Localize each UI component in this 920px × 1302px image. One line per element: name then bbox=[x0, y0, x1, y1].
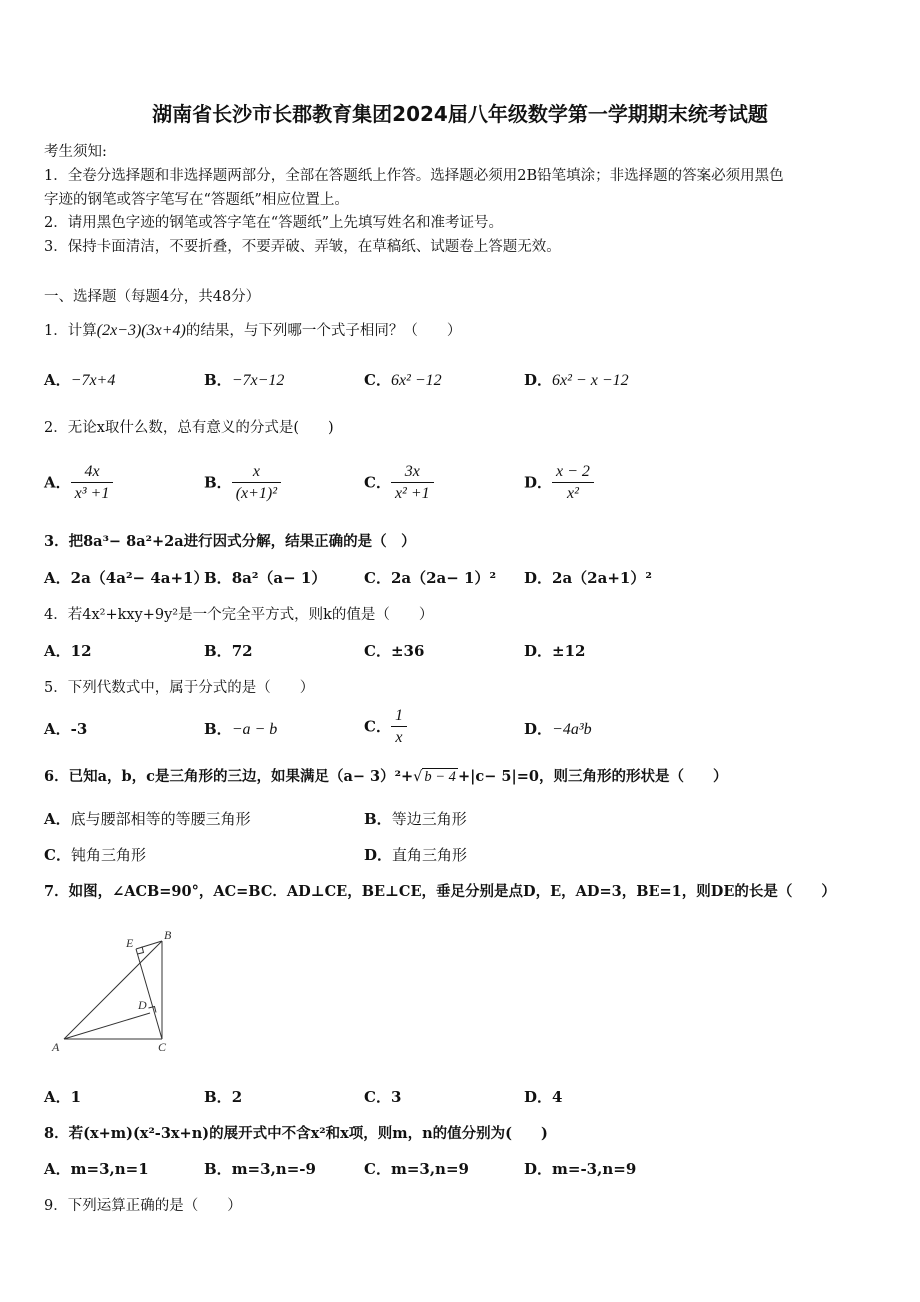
numerator: 3x bbox=[391, 462, 434, 483]
option-text: m=-3,n=9 bbox=[552, 1160, 637, 1178]
q5-option-b[interactable] bbox=[204, 718, 277, 739]
option-label: A． bbox=[44, 1088, 71, 1106]
q3-option-d[interactable] bbox=[524, 567, 652, 588]
segment-ce bbox=[136, 949, 162, 1039]
option-label: B． bbox=[204, 720, 232, 738]
q6-option-c[interactable] bbox=[44, 844, 146, 865]
option-label: D． bbox=[524, 371, 553, 389]
q7-option-a[interactable] bbox=[44, 1086, 81, 1107]
option-text: 12 bbox=[70, 642, 92, 660]
option-label: B． bbox=[204, 1088, 232, 1106]
q2-option-a[interactable] bbox=[44, 462, 113, 505]
option-label: D． bbox=[524, 569, 553, 587]
fraction bbox=[391, 706, 407, 749]
question-6-stem bbox=[44, 765, 728, 786]
denominator: x bbox=[395, 729, 403, 746]
q2-option-b[interactable] bbox=[204, 462, 281, 505]
option-label: C． bbox=[364, 473, 391, 492]
option-label: B． bbox=[204, 642, 232, 660]
q4-option-d[interactable] bbox=[524, 640, 585, 661]
option-label: D． bbox=[524, 1088, 553, 1106]
option-text: 2a（2a+1）² bbox=[552, 569, 652, 587]
option-label: A． bbox=[44, 569, 71, 587]
notice-line: 字迹的钢笔或答字笔写在“答题纸”相应位置上。 bbox=[44, 192, 349, 208]
q6-option-d[interactable] bbox=[364, 844, 467, 865]
option-text: 8a²（a− 1） bbox=[231, 569, 327, 587]
option-text: 72 bbox=[231, 642, 253, 660]
option-text: 直角三角形 bbox=[392, 846, 468, 864]
option-text: m=3,n=1 bbox=[70, 1160, 149, 1178]
option-text: 1 bbox=[70, 1088, 82, 1106]
option-text: 6x² − x −12 bbox=[552, 372, 629, 389]
numerator: x bbox=[232, 462, 281, 483]
q1-option-b[interactable] bbox=[204, 369, 284, 390]
numerator: 4x bbox=[71, 462, 114, 483]
option-text: 2a（4a²− 4a+1） bbox=[70, 569, 209, 587]
option-label: A． bbox=[44, 371, 71, 389]
option-label: A． bbox=[44, 1160, 71, 1178]
section-heading: 一、选择题（每题4分，共48分） bbox=[44, 289, 261, 305]
q6-post: +|c− 5|=0，则三角形的形状是（ ） bbox=[457, 768, 728, 785]
fraction bbox=[71, 462, 114, 505]
option-label: D． bbox=[364, 846, 393, 864]
option-text: −7x+4 bbox=[70, 372, 116, 389]
q2-option-c[interactable] bbox=[364, 462, 434, 505]
q6-sqrt: b − 4 bbox=[424, 769, 456, 785]
option-text: −7x−12 bbox=[231, 372, 285, 389]
option-label: C． bbox=[364, 569, 391, 587]
notice-line: 2．请用黑色字迹的钢笔或答字笔在“答题纸”上先填写姓名和准考证号。 bbox=[44, 215, 504, 231]
q7-option-b[interactable] bbox=[204, 1086, 242, 1107]
option-text: m=3,n=9 bbox=[390, 1160, 469, 1178]
label-b: B bbox=[164, 928, 172, 942]
option-label: C． bbox=[364, 371, 391, 389]
option-label: B． bbox=[204, 473, 232, 492]
question-4-stem: 4．若4x²+kxy+9y²是一个完全平方式，则k的值是（ ） bbox=[44, 607, 434, 623]
q1-pre: 1．计算 bbox=[44, 323, 97, 339]
option-label: C． bbox=[364, 642, 391, 660]
q1-option-c[interactable] bbox=[364, 369, 442, 390]
option-label: C． bbox=[44, 846, 71, 864]
option-label: D． bbox=[524, 642, 553, 660]
q5-option-a[interactable] bbox=[44, 718, 87, 739]
option-text: 3 bbox=[390, 1088, 402, 1106]
question-3-stem: 3．把8a³− 8a²+2a进行因式分解，结果正确的是（ ） bbox=[44, 533, 416, 550]
option-label: C． bbox=[364, 1088, 391, 1106]
q7-option-c[interactable] bbox=[364, 1086, 401, 1107]
fraction bbox=[552, 462, 594, 505]
question-9-stem: 9．下列运算正确的是（ ） bbox=[44, 1198, 242, 1214]
q3-option-b[interactable] bbox=[204, 567, 326, 588]
q4-option-b[interactable] bbox=[204, 640, 253, 661]
notice-line: 3．保持卡面清洁，不要折叠，不要弄破、弄皱，在草稿纸、试题卷上答题无效。 bbox=[44, 239, 561, 255]
option-label: A． bbox=[44, 473, 71, 492]
label-a: A bbox=[52, 1040, 60, 1054]
question-5-stem: 5．下列代数式中，属于分式的是（ ） bbox=[44, 680, 315, 696]
q1-option-d[interactable] bbox=[524, 369, 629, 390]
q4-option-c[interactable] bbox=[364, 640, 424, 661]
q5-option-c[interactable] bbox=[364, 706, 407, 749]
option-text: 2 bbox=[231, 1088, 243, 1106]
option-text: m=3,n=-9 bbox=[231, 1160, 316, 1178]
option-text: −4a³b bbox=[552, 721, 592, 738]
q8-option-d[interactable] bbox=[524, 1158, 636, 1179]
denominator: x² bbox=[567, 485, 579, 502]
option-text: −a − b bbox=[231, 721, 278, 738]
q8-option-c[interactable] bbox=[364, 1158, 469, 1179]
numerator: x − 2 bbox=[552, 462, 594, 483]
label-e: E bbox=[126, 936, 134, 950]
option-label: C． bbox=[364, 717, 391, 736]
q3-option-c[interactable] bbox=[364, 567, 496, 588]
question-7-stem: 7．如图，∠ACB=90°，AC=BC．AD⊥CE，BE⊥CE，垂足分别是点D，E，AD=3，BE=1，则DE的长是（ ） bbox=[44, 883, 836, 900]
q4-option-a[interactable] bbox=[44, 640, 92, 661]
q8-option-b[interactable] bbox=[204, 1158, 316, 1179]
option-label: B． bbox=[204, 371, 232, 389]
q1-expr: (2x−3)(3x+4) bbox=[96, 322, 186, 339]
q2-option-d[interactable] bbox=[524, 462, 594, 505]
option-text: 2a（2a− 1）² bbox=[390, 569, 497, 587]
q6-option-b[interactable] bbox=[364, 808, 467, 829]
option-label: C． bbox=[364, 1160, 391, 1178]
q5-option-d[interactable] bbox=[524, 718, 592, 739]
option-text: ±12 bbox=[552, 642, 586, 660]
q7-figure bbox=[50, 925, 180, 1055]
option-label: A． bbox=[44, 720, 71, 738]
denominator: x² +1 bbox=[394, 485, 430, 502]
option-label: D． bbox=[524, 720, 553, 738]
option-label: A． bbox=[44, 642, 71, 660]
denominator: (x+1)² bbox=[235, 485, 278, 502]
option-label: D． bbox=[524, 1160, 553, 1178]
option-text: 6x² −12 bbox=[390, 372, 442, 389]
q3-option-a[interactable] bbox=[44, 567, 208, 588]
question-1-stem bbox=[44, 319, 461, 340]
q1-post: 的结果，与下列哪一个式子相同？（ ） bbox=[185, 323, 462, 339]
question-2-stem: 2．无论x取什么数，总有意义的分式是( ) bbox=[44, 420, 334, 436]
option-label: B． bbox=[204, 1160, 232, 1178]
denominator: x³ +1 bbox=[74, 485, 110, 502]
q6-option-a[interactable] bbox=[44, 808, 251, 829]
fraction bbox=[391, 462, 434, 505]
label-c: C bbox=[158, 1040, 167, 1054]
option-text: 4 bbox=[552, 1088, 563, 1106]
q1-option-a[interactable] bbox=[44, 369, 115, 390]
fraction bbox=[232, 462, 281, 505]
right-angle-d-icon bbox=[149, 1007, 157, 1013]
option-label: B． bbox=[204, 569, 232, 587]
q7-option-d[interactable] bbox=[524, 1086, 562, 1107]
sqrt-sign-icon: √ bbox=[413, 769, 423, 785]
option-text: 底与腰部相等的等腰三角形 bbox=[70, 810, 251, 828]
numerator: 1 bbox=[391, 706, 407, 727]
option-text: 钝角三角形 bbox=[70, 846, 146, 864]
option-text: -3 bbox=[70, 720, 88, 738]
label-d: D bbox=[138, 998, 147, 1012]
notice-line: 1．全卷分选择题和非选择题两部分，全部在答题纸上作答。选择题必须用2B铅笔填涂；非选择题的答案必须用黑色 bbox=[44, 168, 784, 184]
option-label: A． bbox=[44, 810, 71, 828]
option-text: 等边三角形 bbox=[391, 810, 467, 828]
q6-pre: 6．已知a，b，c是三角形的三边，如果满足（a− 3）²+ bbox=[44, 768, 414, 785]
notice-heading: 考生须知: bbox=[44, 144, 107, 160]
q8-option-a[interactable] bbox=[44, 1158, 149, 1179]
option-label: D． bbox=[524, 473, 553, 492]
page-title: 湖南省长沙市长郡教育集团2024届八年级数学第一学期期末统考试题 bbox=[152, 102, 768, 126]
question-8-stem: 8．若(x+m)(x²-3x+n)的展开式中不含x²和x项，则m，n的值分别为( ) bbox=[44, 1125, 548, 1142]
option-text: ±36 bbox=[390, 642, 425, 660]
option-label: B． bbox=[364, 810, 392, 828]
